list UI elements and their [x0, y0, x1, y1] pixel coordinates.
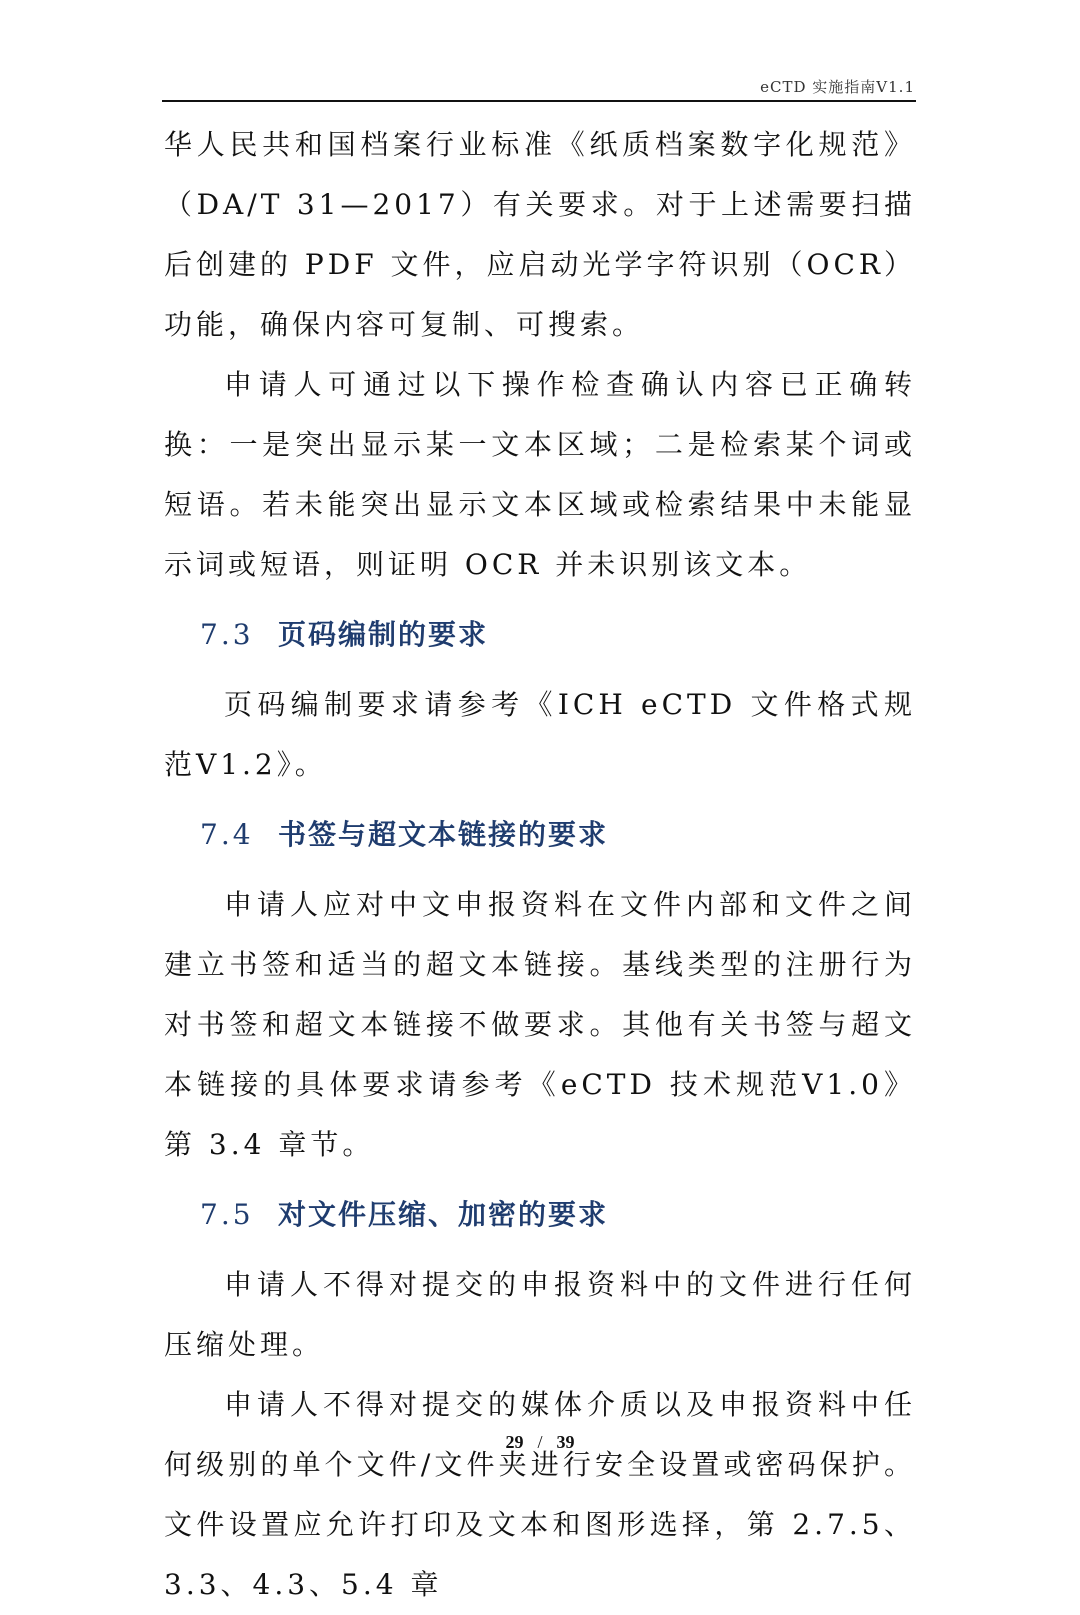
section-number: 7.4	[200, 818, 254, 851]
section-title: 页码编制的要求	[278, 618, 489, 651]
section-number: 7.5	[200, 1198, 254, 1231]
section-heading-7-5	[200, 1185, 916, 1245]
page-separator: /	[537, 1432, 543, 1452]
total-page-number: 39	[556, 1432, 575, 1452]
page-number-footer	[0, 1432, 1080, 1453]
section-heading-7-3	[200, 605, 916, 665]
body-paragraph: 申请人不得对提交的媒体介质以及申报资料中任何级别的单个文件/文件夹进行安全设置或密码保护。文件设置应允许打印及文本和图形选择，第 2.7.5、3.3、4.3、5.4 章	[164, 1388, 916, 1601]
body-paragraph: 申请人应对中文申报资料在文件内部和文件之间建立书签和适当的超文本链接。基线类型的注册行为对书签和超文本链接不做要求。其他有关书签与超文本链接的具体要求请参考《eCTD 技术规范V1.0》第 3.4 章节。	[164, 888, 916, 1161]
header-divider	[162, 100, 916, 102]
section-title: 书签与超文本链接的要求	[278, 818, 609, 851]
page-header-title: eCTD 实施指南V1.1	[760, 78, 915, 96]
body-paragraph: 申请人不得对提交的申报资料中的文件进行任何压缩处理。	[164, 1268, 916, 1361]
body-paragraph-continued: 华人民共和国档案行业标准《纸质档案数字化规范》（DA/T 31—2017）有关要求。对于上述需要扫描后创建的 PDF 文件，应启动光学字符识别（OCR）功能，确保内容可复制、可搜索。	[164, 128, 916, 341]
body-paragraph: 页码编制要求请参考《ICH eCTD 文件格式规范V1.2》。	[164, 688, 916, 781]
section-number: 7.3	[200, 618, 254, 651]
body-paragraph: 申请人可通过以下操作检查确认内容已正确转换：一是突出显示某一文本区域；二是检索某个词或短语。若未能突出显示文本区域或检索结果中未能显示词或短语，则证明 OCR 并未识别该文本。	[164, 368, 916, 581]
page-content	[164, 115, 916, 1615]
section-heading-7-4	[200, 805, 916, 865]
current-page-number: 29	[505, 1432, 524, 1452]
section-title: 对文件压缩、加密的要求	[278, 1198, 609, 1231]
